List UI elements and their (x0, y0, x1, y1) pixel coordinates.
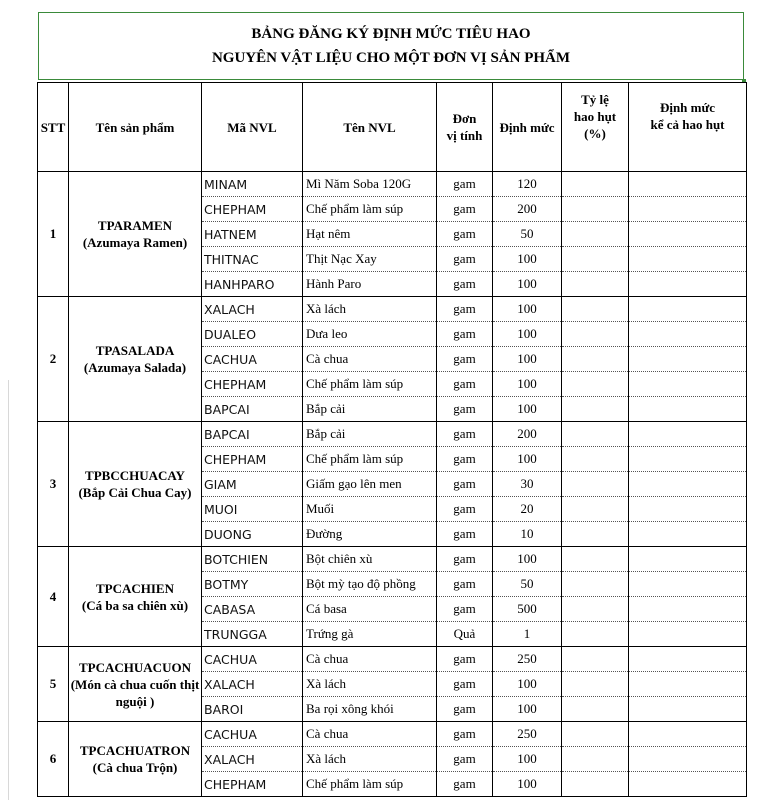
material-code-cell[interactable]: BOTMY (202, 572, 303, 597)
material-code-cell[interactable]: DUONG (202, 522, 303, 547)
norm-cell[interactable]: 100 (493, 372, 562, 397)
material-code-cell[interactable]: GIAM (202, 472, 303, 497)
material-code-cell[interactable]: CHEPHAM (202, 372, 303, 397)
material-code-cell[interactable]: HANHPARO (202, 272, 303, 297)
loss-rate-cell[interactable] (562, 297, 629, 322)
material-name-cell[interactable]: Dưa leo (303, 322, 437, 347)
norm-with-loss-cell[interactable] (629, 622, 747, 647)
product-code: TPARAMEN (97, 218, 173, 233)
product-cell[interactable] (69, 647, 202, 722)
unit-cell[interactable]: gam (437, 247, 493, 272)
loss-rate-cell[interactable] (562, 472, 629, 497)
material-name-cell[interactable]: Bột mỳ tạo độ phồng (303, 572, 437, 597)
material-name-cell[interactable]: Bắp cải (303, 422, 437, 447)
unit-cell[interactable]: gam (437, 172, 493, 197)
table-header (38, 83, 747, 172)
stt-cell[interactable]: 1 (38, 172, 69, 297)
norm-with-loss-cell[interactable] (629, 272, 747, 297)
norm-cell[interactable]: 20 (493, 497, 562, 522)
header-loss-line3: (%) (584, 126, 606, 141)
unit-cell[interactable]: Quả (437, 622, 493, 647)
norm-cell[interactable]: 100 (493, 272, 562, 297)
table-row (38, 172, 747, 197)
stt-cell[interactable]: 5 (38, 647, 69, 722)
unit-cell[interactable]: gam (437, 347, 493, 372)
norm-with-loss-cell[interactable] (629, 422, 747, 447)
loss-rate-cell[interactable] (562, 547, 629, 572)
norm-with-loss-cell[interactable] (629, 572, 747, 597)
norm-with-loss-cell[interactable] (629, 372, 747, 397)
material-name-cell[interactable]: Ba rọi xông khói (303, 697, 437, 722)
header-unit-line2: vị tính (446, 128, 483, 143)
norm-cell[interactable]: 100 (493, 247, 562, 272)
norm-cell[interactable]: 100 (493, 322, 562, 347)
loss-rate-cell[interactable] (562, 672, 629, 697)
unit-cell[interactable]: gam (437, 197, 493, 222)
loss-rate-cell[interactable] (562, 697, 629, 722)
header-norm-loss-line2: kể cả hao hụt (650, 117, 725, 132)
material-name-cell[interactable]: Chế phẩm làm súp (303, 772, 437, 797)
norm-cell[interactable]: 200 (493, 422, 562, 447)
material-code-cell[interactable]: BOTCHIEN (202, 547, 303, 572)
product-cell[interactable] (69, 422, 202, 547)
header-unit (437, 83, 493, 172)
product-description: (Azumaya Ramen) (82, 235, 188, 250)
norm-cell[interactable]: 30 (493, 472, 562, 497)
material-name-cell[interactable]: Cà chua (303, 722, 437, 747)
norm-cell[interactable]: 100 (493, 397, 562, 422)
norm-with-loss-cell[interactable] (629, 772, 747, 797)
table-row (38, 547, 747, 572)
unit-cell[interactable]: gam (437, 472, 493, 497)
norm-cell[interactable]: 200 (493, 197, 562, 222)
product-cell[interactable] (69, 722, 202, 797)
norm-cell[interactable]: 250 (493, 647, 562, 672)
unit-cell[interactable]: gam (437, 272, 493, 297)
unit-cell[interactable]: gam (437, 497, 493, 522)
norm-cell[interactable]: 1 (493, 622, 562, 647)
product-code: TPBCCHUACAY (85, 468, 185, 483)
loss-rate-cell[interactable] (562, 372, 629, 397)
loss-rate-cell[interactable] (562, 447, 629, 472)
unit-cell[interactable]: gam (437, 222, 493, 247)
loss-rate-cell[interactable] (562, 622, 629, 647)
product-description: (Bắp Cải Chua Cay) (78, 485, 192, 500)
norm-with-loss-cell[interactable] (629, 547, 747, 572)
material-name-cell[interactable]: Hạt nêm (303, 222, 437, 247)
title-line-2: NGUYÊN VẬT LIỆU CHO MỘT ĐƠN VỊ SẢN PHẨM (211, 50, 571, 66)
document-title-box (38, 12, 744, 80)
unit-cell[interactable]: gam (437, 372, 493, 397)
norm-cell[interactable]: 100 (493, 697, 562, 722)
header-loss-line2: hao hụt (573, 109, 617, 124)
material-code-cell[interactable]: XALACH (202, 672, 303, 697)
product-code: TPCACHUACUON (79, 659, 191, 675)
norm-cell[interactable]: 100 (493, 672, 562, 697)
title-line-1: BẢNG ĐĂNG KÝ ĐỊNH MỨC TIÊU HAO (251, 26, 531, 42)
table-row (38, 422, 747, 447)
stt-cell[interactable]: 3 (38, 422, 69, 547)
material-code-cell[interactable]: XALACH (202, 297, 303, 322)
material-code-cell[interactable]: CHEPHAM (202, 772, 303, 797)
loss-rate-cell[interactable] (562, 772, 629, 797)
product-code: TPASALADA (95, 343, 175, 358)
unit-cell[interactable]: gam (437, 597, 493, 622)
header-code: Mã NVL (202, 83, 303, 172)
loss-rate-cell[interactable] (562, 422, 629, 447)
material-code-cell[interactable]: CHEPHAM (202, 447, 303, 472)
material-name-cell[interactable]: Thịt Nạc Xay (303, 247, 437, 272)
header-loss-rate (562, 83, 629, 172)
stt-cell[interactable]: 2 (38, 297, 69, 422)
unit-cell[interactable]: gam (437, 672, 493, 697)
norm-cell[interactable]: 500 (493, 597, 562, 622)
material-code-cell[interactable]: BAPCAI (202, 397, 303, 422)
norm-cell[interactable]: 100 (493, 547, 562, 572)
norm-with-loss-cell[interactable] (629, 472, 747, 497)
material-code-cell[interactable]: CACHUA (202, 347, 303, 372)
unit-cell[interactable]: gam (437, 322, 493, 347)
header-norm: Định mức (493, 83, 562, 172)
material-name-cell[interactable]: Xà lách (303, 672, 437, 697)
norm-with-loss-cell[interactable] (629, 197, 747, 222)
header-product: Tên sản phẩm (69, 83, 202, 172)
material-name-cell[interactable]: Giấm gạo lên men (303, 472, 437, 497)
material-code-cell[interactable]: CACHUA (202, 647, 303, 672)
loss-rate-cell[interactable] (562, 572, 629, 597)
material-name-cell[interactable]: Cà chua (303, 347, 437, 372)
material-name-cell[interactable]: Bột chiên xù (303, 547, 437, 572)
norm-cell[interactable]: 120 (493, 172, 562, 197)
product-cell[interactable] (69, 547, 202, 647)
material-code-cell[interactable]: XALACH (202, 747, 303, 772)
stt-cell[interactable]: 6 (38, 722, 69, 797)
product-description: (Cá ba sa chiên xù) (81, 597, 189, 613)
material-name-cell[interactable]: Mì Năm Soba 120G (303, 172, 437, 197)
header-norm-with-loss (629, 83, 747, 172)
norm-with-loss-cell[interactable] (629, 497, 747, 522)
product-code: TPCACHIEN (95, 580, 174, 596)
norm-with-loss-cell[interactable] (629, 297, 747, 322)
norm-with-loss-cell[interactable] (629, 697, 747, 722)
table-row (38, 297, 747, 322)
material-name-cell[interactable]: Muối (303, 497, 437, 522)
material-name-cell[interactable]: Trứng gà (303, 622, 437, 647)
product-description: (Cà chua Trộn) (92, 760, 178, 775)
material-name-cell[interactable]: Cà chua (303, 647, 437, 672)
unit-cell[interactable]: gam (437, 572, 493, 597)
norm-with-loss-cell[interactable] (629, 447, 747, 472)
material-code-cell[interactable]: TRUNGGA (202, 622, 303, 647)
norm-with-loss-cell[interactable] (629, 397, 747, 422)
page-edge-line (8, 380, 9, 800)
unit-cell[interactable]: gam (437, 697, 493, 722)
loss-rate-cell[interactable] (562, 272, 629, 297)
loss-rate-cell[interactable] (562, 647, 629, 672)
loss-rate-cell[interactable] (562, 722, 629, 747)
product-description: (Azumaya Salada) (83, 360, 187, 375)
material-name-cell[interactable]: Cá basa (303, 597, 437, 622)
material-code-cell[interactable]: MUOI (202, 497, 303, 522)
norm-with-loss-cell[interactable] (629, 722, 747, 747)
material-name-cell[interactable]: Đường (303, 522, 437, 547)
norm-with-loss-cell[interactable] (629, 347, 747, 372)
loss-rate-cell[interactable] (562, 222, 629, 247)
material-code-cell[interactable]: THITNAC (202, 247, 303, 272)
material-name-cell[interactable]: Chế phẩm làm súp (303, 197, 437, 222)
norm-with-loss-cell[interactable] (629, 522, 747, 547)
norm-cell[interactable]: 10 (493, 522, 562, 547)
product-cell[interactable] (69, 172, 202, 297)
loss-rate-cell[interactable] (562, 397, 629, 422)
product-cell[interactable] (69, 297, 202, 422)
unit-cell[interactable]: gam (437, 547, 493, 572)
norm-cell[interactable]: 100 (493, 347, 562, 372)
norm-cell[interactable]: 50 (493, 572, 562, 597)
header-loss-line1: Tỷ lệ (581, 92, 609, 107)
norm-with-loss-cell[interactable] (629, 222, 747, 247)
loss-rate-cell[interactable] (562, 172, 629, 197)
material-name-cell[interactable]: Chế phẩm làm súp (303, 372, 437, 397)
material-name-cell[interactable]: Xà lách (303, 297, 437, 322)
table-body (38, 172, 747, 797)
loss-rate-cell[interactable] (562, 247, 629, 272)
material-name-cell[interactable]: Xà lách (303, 747, 437, 772)
loss-rate-cell[interactable] (562, 322, 629, 347)
loss-rate-cell[interactable] (562, 747, 629, 772)
unit-cell[interactable]: gam (437, 722, 493, 747)
product-code: TPCACHUATRON (79, 743, 191, 758)
unit-cell[interactable]: gam (437, 522, 493, 547)
product-description: (Món cà chua cuốn thịt nguội ) (70, 676, 200, 709)
norm-with-loss-cell[interactable] (629, 597, 747, 622)
unit-cell[interactable]: gam (437, 397, 493, 422)
material-norm-table (37, 82, 747, 797)
loss-rate-cell[interactable] (562, 497, 629, 522)
norm-with-loss-cell[interactable] (629, 747, 747, 772)
header-norm-loss-line1: Định mức (659, 100, 716, 115)
unit-cell[interactable]: gam (437, 772, 493, 797)
material-code-cell[interactable]: BAROI (202, 697, 303, 722)
material-code-cell[interactable]: CACHUA (202, 722, 303, 747)
unit-cell[interactable]: gam (437, 647, 493, 672)
norm-with-loss-cell[interactable] (629, 322, 747, 347)
norm-cell[interactable]: 250 (493, 722, 562, 747)
loss-rate-cell[interactable] (562, 347, 629, 372)
header-stt: STT (38, 83, 69, 172)
unit-cell[interactable]: gam (437, 447, 493, 472)
material-code-cell[interactable]: DUALEO (202, 322, 303, 347)
unit-cell[interactable]: gam (437, 297, 493, 322)
material-name-cell[interactable]: Bắp cải (303, 397, 437, 422)
stt-cell[interactable]: 4 (38, 547, 69, 647)
unit-cell[interactable]: gam (437, 747, 493, 772)
norm-cell[interactable]: 100 (493, 297, 562, 322)
material-name-cell[interactable]: Chế phẩm làm súp (303, 447, 437, 472)
norm-with-loss-cell[interactable] (629, 172, 747, 197)
header-name: Tên NVL (303, 83, 437, 172)
material-code-cell[interactable]: MINAM (202, 172, 303, 197)
loss-rate-cell[interactable] (562, 522, 629, 547)
loss-rate-cell[interactable] (562, 197, 629, 222)
unit-cell[interactable]: gam (437, 422, 493, 447)
material-name-cell[interactable]: Hành Paro (303, 272, 437, 297)
table-row (38, 722, 747, 747)
material-code-cell[interactable]: CHEPHAM (202, 197, 303, 222)
material-code-cell[interactable]: BAPCAI (202, 422, 303, 447)
norm-cell[interactable]: 50 (493, 222, 562, 247)
loss-rate-cell[interactable] (562, 597, 629, 622)
norm-with-loss-cell[interactable] (629, 647, 747, 672)
norm-cell[interactable]: 100 (493, 447, 562, 472)
norm-cell[interactable]: 100 (493, 747, 562, 772)
header-unit-line1: Đơn (452, 111, 477, 126)
table-row (38, 647, 747, 672)
material-code-cell[interactable]: CABASA (202, 597, 303, 622)
norm-with-loss-cell[interactable] (629, 247, 747, 272)
norm-with-loss-cell[interactable] (629, 672, 747, 697)
norm-cell[interactable]: 100 (493, 772, 562, 797)
material-code-cell[interactable]: HATNEM (202, 222, 303, 247)
